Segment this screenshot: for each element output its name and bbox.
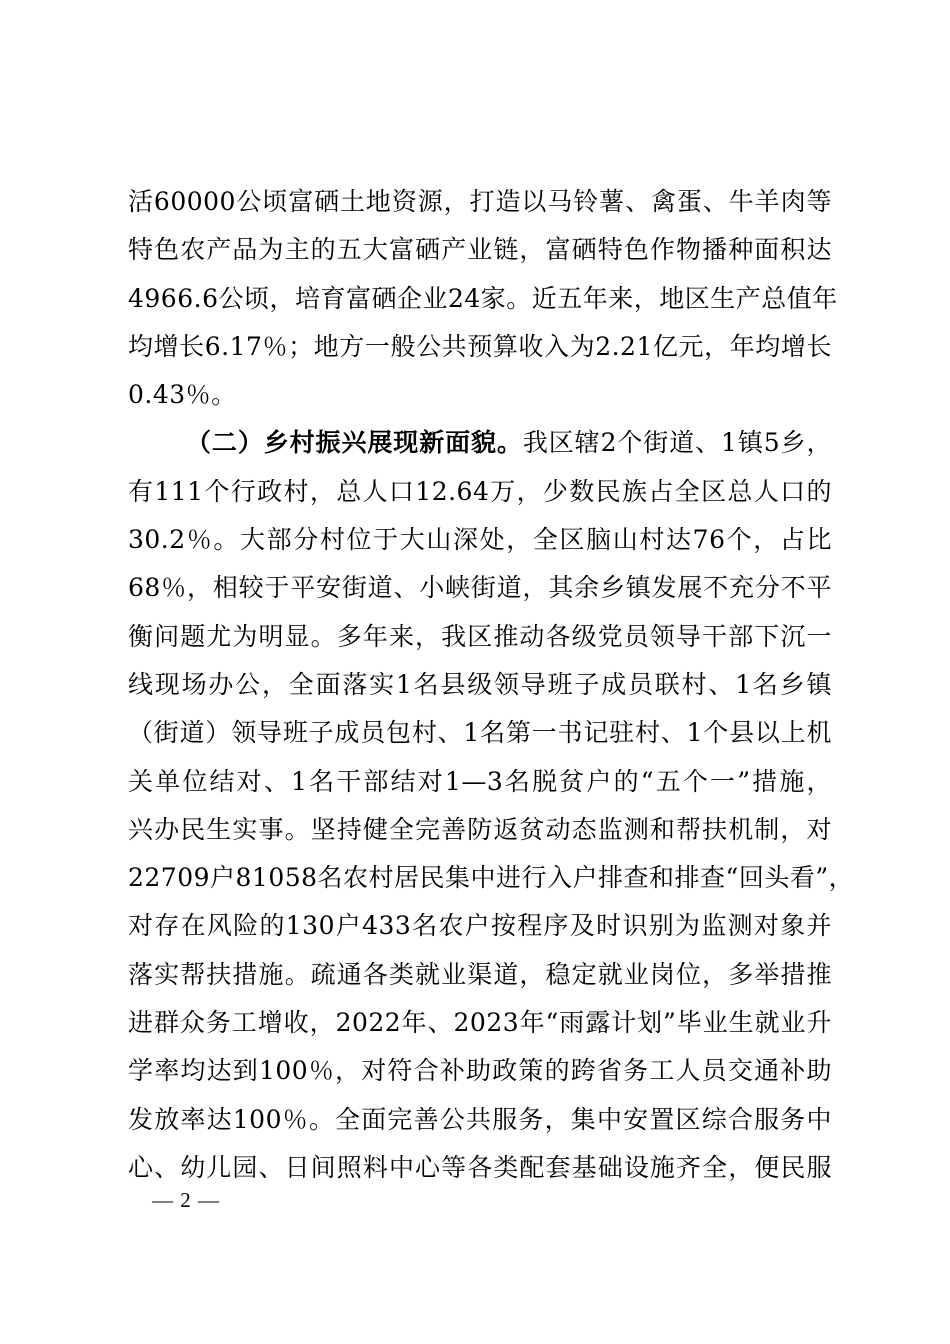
- text-line-with-heading: [128, 419, 832, 467]
- text-line: 发放率达100％。全面完善公共服务，集中安置区综合服务中: [128, 1104, 832, 1134]
- text-line: 衡问题尤为明显。多年来，我区推动各级党员领导干部下沉一: [128, 621, 832, 651]
- text-line: 进群众务工增收，2022年、2023年“雨露计划”毕业生就业升: [128, 1008, 832, 1038]
- section-heading: （二）乡村振兴展现新面貌。: [186, 428, 523, 458]
- text-line: 我区辖2个街道、1镇5乡，: [522, 428, 832, 458]
- text-line: 4966.6公顷，培育富硒企业24家。近五年来，地区生产总值年: [128, 283, 838, 313]
- text-line: （街道）领导班子成员包村、1名第一书记驻村、1个县以上机: [128, 718, 832, 748]
- text-line: 心、幼儿园、日间照料中心等各类配套基础设施齐全，便民服: [128, 1152, 832, 1182]
- paragraph-economy: [128, 178, 838, 419]
- text-line: 线现场办公，全面落实1名县级领导班子成员联村、1名乡镇: [128, 669, 832, 699]
- text-line: 特色农产品为主的五大富硒产业链，富硒特色作物播种面积达: [128, 235, 832, 265]
- paragraph-rural-revitalization: [128, 419, 855, 1240]
- text-line: [128, 1192, 832, 1240]
- text-line: 30.2％。大部分村位于大山深处，全区脑山村达76个，占比: [128, 525, 832, 555]
- document-body: [128, 178, 855, 1241]
- text-line: 有111个行政村，总人口12.64万，少数民族占全区总人口的: [128, 476, 832, 506]
- page-number: — 2 —: [152, 1188, 220, 1212]
- text-line: 落实帮扶措施。疏通各类就业渠道，稳定就业岗位，多举措推: [128, 959, 832, 989]
- text-line: 均增长6.17％；地方一般公共预算收入为2.21亿元，年均增长: [128, 331, 832, 361]
- text-line: 0.43％。: [128, 380, 237, 410]
- text-line: 兴办民生实事。坚持健全完善防返贫动态监测和帮扶机制，对: [128, 814, 832, 844]
- text-line: 22709户81058名农村居民集中进行入户排查和排查“回头看”，: [128, 863, 855, 893]
- text-line: 活60000公顷富硒土地资源，打造以马铃薯、禽蛋、牛羊肉等: [128, 187, 832, 216]
- text-line: 68％，相较于平安街道、小峡街道，其余乡镇发展不充分不平: [128, 573, 832, 603]
- text-line: 学率均达到100％，对符合补助政策的跨省务工人员交通补助: [128, 1056, 832, 1086]
- text-line: 关单位结对、1名干部结对1—3名脱贫户的“五个一”措施，: [128, 766, 832, 796]
- text-line: 对存在风险的130户433名农户按程序及时识别为监测对象并: [128, 911, 832, 941]
